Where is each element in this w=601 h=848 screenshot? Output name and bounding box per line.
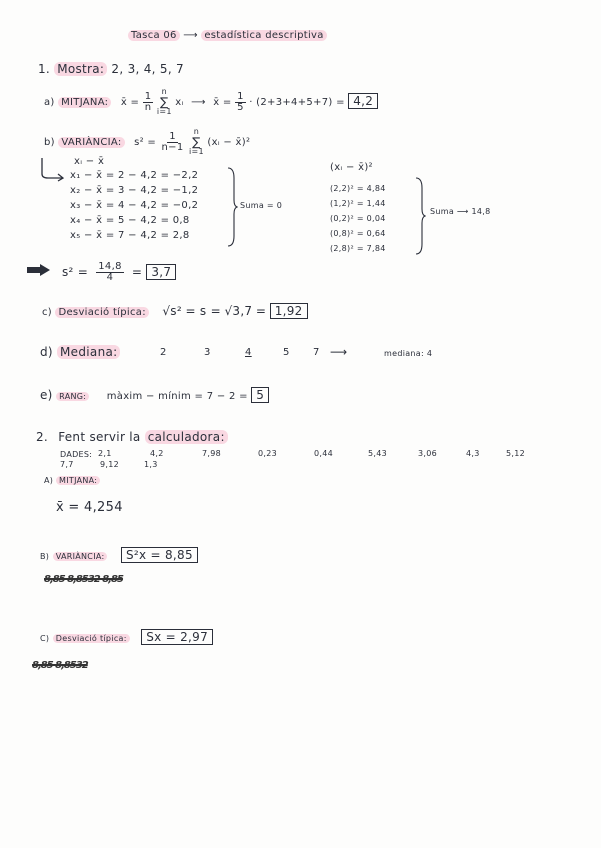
square-row: (0,8)² = 0,64	[330, 229, 386, 238]
q1c-expr-d: =	[255, 304, 267, 318]
q1c-result: 1,92	[270, 303, 308, 319]
data-value: 7,7	[60, 460, 74, 469]
q1a-frac-num: 1	[144, 90, 152, 102]
q1d-heading: Mediana:	[57, 345, 120, 359]
title-task: Tasca 06	[128, 30, 180, 41]
median-value: 7	[313, 347, 320, 358]
deviation-row: x₃ − x̄ = 4 − 4,2 = −0,2	[70, 200, 199, 211]
q1a-sum-top: n	[161, 87, 167, 96]
q2-data-label: DADES:	[60, 450, 93, 459]
q2-intro	[36, 430, 228, 444]
square-row: (2,8)² = 7,84	[330, 244, 386, 253]
q1a-letter: a)	[44, 97, 55, 108]
square-row: (1,2)² = 1,44	[330, 199, 386, 208]
q1b-result: 3,7	[146, 264, 176, 280]
data-value: 0,23	[258, 449, 278, 458]
data-value: 0,44	[314, 449, 334, 458]
deviation-row: x₅ − x̄ = 7 − 4,2 = 2,8	[70, 230, 190, 241]
q1a-sum-bottom: i=1	[156, 107, 172, 116]
q2c-result: Sx = 2,97	[141, 629, 213, 645]
q1d-arrow: ⟶	[330, 345, 348, 359]
q1b-sum-bottom: i=1	[189, 147, 204, 156]
q1b-formula-fraction	[160, 132, 186, 153]
deviation-row: x₁ − x̄ = 2 − 4,2 = −2,2	[70, 170, 199, 181]
q1a-mean	[44, 88, 378, 116]
q1-sample	[38, 62, 184, 76]
title-arrow: ⟶	[183, 30, 198, 41]
q1e-expr: màxim − mínim = 7 − 2 =	[106, 391, 248, 402]
median-value-highlighted: 4	[245, 347, 252, 358]
data-value: 4,2	[150, 449, 164, 458]
q2c-letter: C)	[40, 634, 50, 643]
square-row: (2,2)² = 4,84	[330, 184, 386, 193]
q2c-line	[40, 630, 213, 644]
q1-sample-label: Mostra:	[54, 62, 107, 76]
crossed-out-text: 8,85 8,8532	[32, 660, 88, 671]
data-value: 5,12	[506, 449, 526, 458]
q1b-frac-den: n−1	[161, 141, 184, 153]
data-value: 3,06	[418, 449, 438, 458]
q1e-result: 5	[251, 387, 269, 403]
q1b-summation	[189, 128, 204, 156]
q1a-sum-symbol: ∑	[160, 95, 169, 109]
q1b-variance	[44, 128, 250, 156]
q1b-final-den: 4	[106, 272, 114, 283]
crossed-out-text: 8,85 8,8532 8,85	[44, 574, 123, 585]
q1b-final-lhs: s² =	[62, 265, 89, 279]
page-title	[128, 30, 327, 41]
hook-arrow-icon	[38, 156, 68, 182]
q1a-formula-fraction	[143, 92, 154, 113]
data-value: 5,43	[368, 449, 388, 458]
median-value: 3	[204, 347, 211, 358]
deviation-row: x₄ − x̄ = 5 − 4,2 = 0,8	[70, 215, 190, 226]
q1b-letter: b)	[44, 137, 55, 148]
q1a-calc-rest: · (2+3+4+5+7) =	[249, 97, 345, 108]
title-topic: estadística descriptiva	[201, 30, 326, 41]
q2a-heading-line	[44, 476, 100, 485]
q1c-letter: c)	[42, 307, 52, 318]
q1b-final-fraction	[96, 262, 123, 283]
q1b-sum-symbol: ∑	[192, 135, 201, 149]
q1a-calc-num: 1	[237, 90, 244, 102]
q1b-final-num: 14,8	[98, 261, 122, 272]
q2-intro-b: calculadora:	[145, 430, 228, 444]
data-value: 1,3	[144, 460, 158, 469]
q1a-arrow: ⟶	[191, 97, 206, 108]
q1b-final-eq: =	[131, 265, 143, 279]
q2b-line	[40, 548, 198, 562]
q1b-heading: VARIÀNCIA:	[58, 137, 124, 148]
q2c-heading: Desviació típica:	[53, 634, 130, 643]
q1b-sum-sq: Suma ⟶ 14,8	[430, 207, 491, 216]
q1b-dev-header: xᵢ − x̄	[74, 156, 105, 167]
q1c-heading: Desviació típica:	[55, 307, 148, 318]
q1b-formula-lhs: s² =	[134, 137, 157, 148]
square-row: (0,2)² = 0,04	[330, 214, 386, 223]
q1e-heading: RANG:	[56, 392, 89, 401]
right-brace-icon	[226, 166, 238, 248]
median-value: 2	[160, 347, 167, 358]
q2a-result: x̄ = 4,254	[56, 500, 123, 515]
q2b-result: S²x = 8,85	[121, 547, 198, 563]
q1a-calc-den: 5	[237, 101, 244, 113]
q1a-frac-den: n	[144, 101, 152, 113]
q1b-term: (xᵢ − x̄)²	[207, 137, 251, 148]
data-value: 2,1	[98, 449, 112, 458]
q1b-sum-top: n	[193, 127, 200, 136]
data-value: 7,98	[202, 449, 222, 458]
q1b-sq-header: (xᵢ − x̄)²	[330, 162, 373, 173]
q2b-letter: B)	[40, 552, 50, 561]
q1a-summation	[157, 88, 172, 116]
data-value: 4,3	[466, 449, 480, 458]
q2b-heading: VARIÀNCIA:	[53, 552, 108, 561]
median-value: 5	[283, 347, 290, 358]
q1c-expr-c: √3,7	[224, 304, 253, 318]
q2a-letter: A)	[44, 476, 54, 485]
q1c-expr-b: = s =	[185, 304, 221, 318]
q1d-median	[40, 345, 120, 359]
q1a-term: xᵢ	[175, 97, 184, 108]
q1c-stddev	[42, 304, 308, 318]
q1a-heading: MITJANA:	[58, 97, 111, 108]
q1e-letter: e)	[40, 388, 53, 402]
q1e-range	[40, 388, 269, 402]
q2a-heading: MITJANA:	[56, 476, 100, 485]
right-brace-icon	[414, 176, 426, 256]
q1d-answer: mediana: 4	[384, 349, 433, 358]
q2c-crossed-out	[32, 660, 88, 671]
q1a-calc-fraction	[235, 92, 246, 113]
q1b-final	[62, 262, 176, 283]
q1-sample-values: 2, 3, 4, 5, 7	[111, 62, 184, 76]
q1c-expr-a: √s²	[162, 304, 182, 318]
q1a-calc-lhs: x̄ =	[213, 97, 232, 108]
data-value: 9,12	[100, 460, 120, 469]
q1a-formula-lhs: x̄ =	[120, 97, 140, 108]
q2b-crossed-out	[44, 574, 123, 585]
thick-arrow-icon	[26, 263, 52, 277]
q1a-result: 4,2	[348, 93, 378, 109]
q1b-frac-num: 1	[169, 130, 176, 142]
q1d-letter: d)	[40, 345, 53, 359]
q1-number: 1.	[38, 62, 51, 76]
q1b-sum-dev: Suma = 0	[240, 201, 283, 210]
deviation-row: x₂ − x̄ = 3 − 4,2 = −1,2	[70, 185, 199, 196]
q2-intro-a: Fent servir la	[58, 430, 141, 444]
q2-number: 2.	[36, 430, 49, 444]
